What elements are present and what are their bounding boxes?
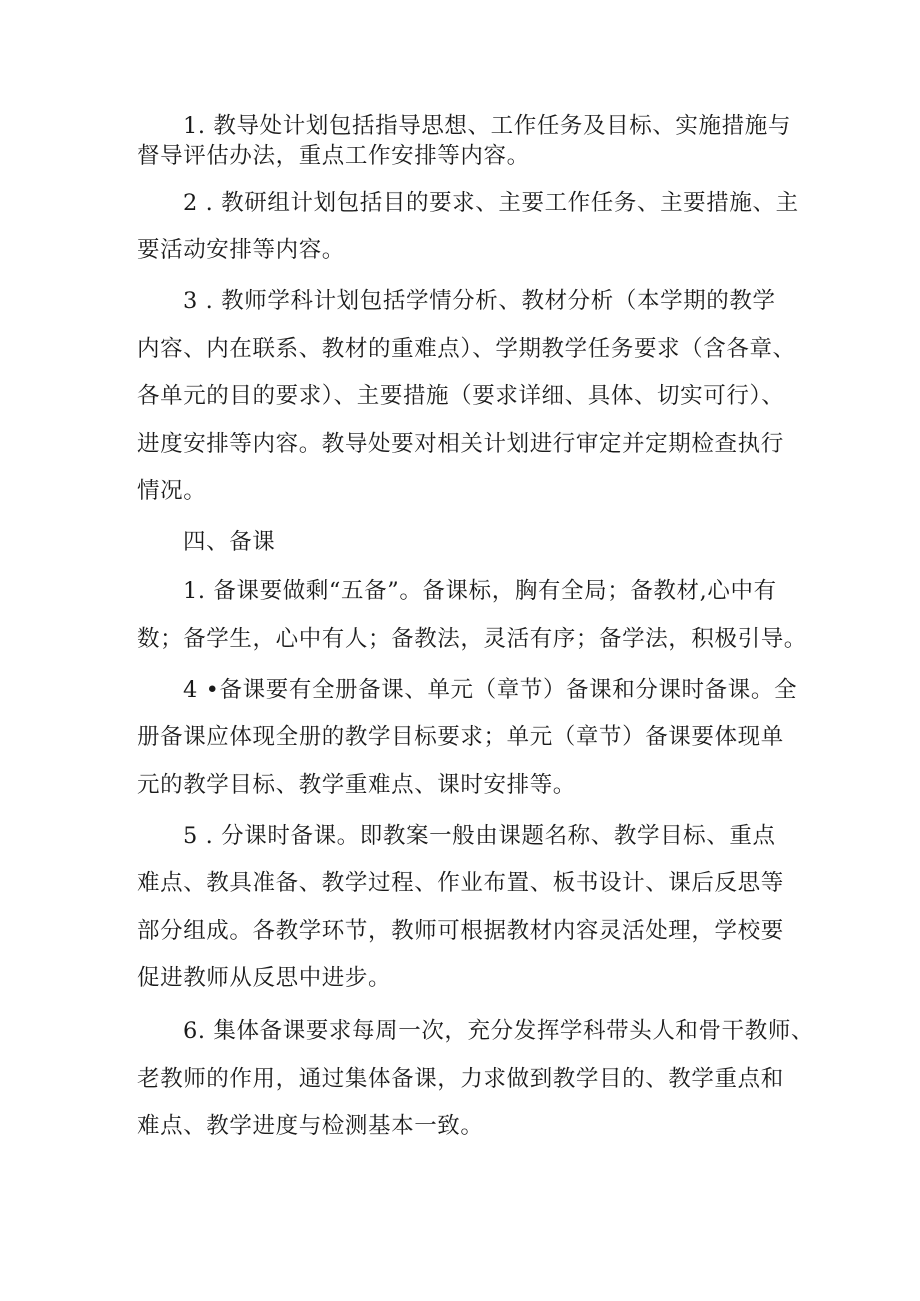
paragraph-1-line-2: 督导评估办法，重点工作安排等内容。 [137, 143, 530, 169]
paragraph-7-line-3: 难点、教学进度与检测基本一致。 [137, 1113, 484, 1139]
paragraph-7-line-1: 6. 集体备课要求每周一次，充分发挥学科带头人和骨干教师、 [183, 1018, 815, 1044]
paragraph-3-line-3: 各单元的目的要求）、主要措施（要求详细、具体、切实可行）、 [137, 383, 785, 409]
paragraph-6-line-3: 部分组成。各教学环节，教师可根据教材内容灵活处理，学校要 [137, 918, 784, 944]
paragraph-2-line-1: 2 . 教研组计划包括目的要求、主要工作任务、主要措施、主 [183, 190, 799, 216]
paragraph-6-line-1: 5 . 分课时备课。即教案一般由课题名称、教学目标、重点 [183, 823, 776, 849]
paragraph-5-line-2: 册备课应体现全册的教学目标要求；单元（章节）备课要体现单 [137, 724, 784, 750]
paragraph-7-line-2: 老教师的作用，通过集体备课，力求做到教学目的、教学重点和 [137, 1066, 784, 1092]
paragraph-4-line-2: 数；备学生，心中有人；备教法，灵活有序；备学法，积极引导。 [137, 626, 807, 652]
paragraph-4-line-1: 1. 备课要做剩“五备”。备课标，胸有全局；备教材,心中有 [183, 578, 777, 604]
paragraph-5-line-1: 4 •备课要有全册备课、单元（章节）备课和分课时备课。全 [183, 677, 798, 703]
paragraph-3-line-4: 进度安排等内容。教导处要对相关计划进行审定并定期检查执行 [137, 431, 784, 457]
paragraph-3-line-1: 3 . 教师学科计划包括学情分析、教材分析（本学期的教学 [183, 288, 776, 314]
paragraph-6-line-2: 难点、教具准备、教学过程、作业布置、板书设计、课后反思等 [137, 870, 784, 896]
section-heading-lesson-prep: 四、备课 [183, 529, 276, 555]
paragraph-3-line-5: 情况。 [137, 478, 207, 504]
paragraph-6-line-4: 促进教师从反思中进步。 [137, 965, 392, 991]
paragraph-2-line-2: 要活动安排等内容。 [137, 237, 345, 263]
paragraph-5-line-3: 元的教学目标、教学重难点、课时安排等。 [137, 772, 576, 798]
paragraph-1-line-1: 1. 教导处计划包括指导思想、工作任务及目标、实施措施与 [183, 113, 791, 139]
paragraph-3-line-2: 内容、内在联系、教材的重难点）、学期教学任务要求（含各章、 [137, 336, 796, 362]
